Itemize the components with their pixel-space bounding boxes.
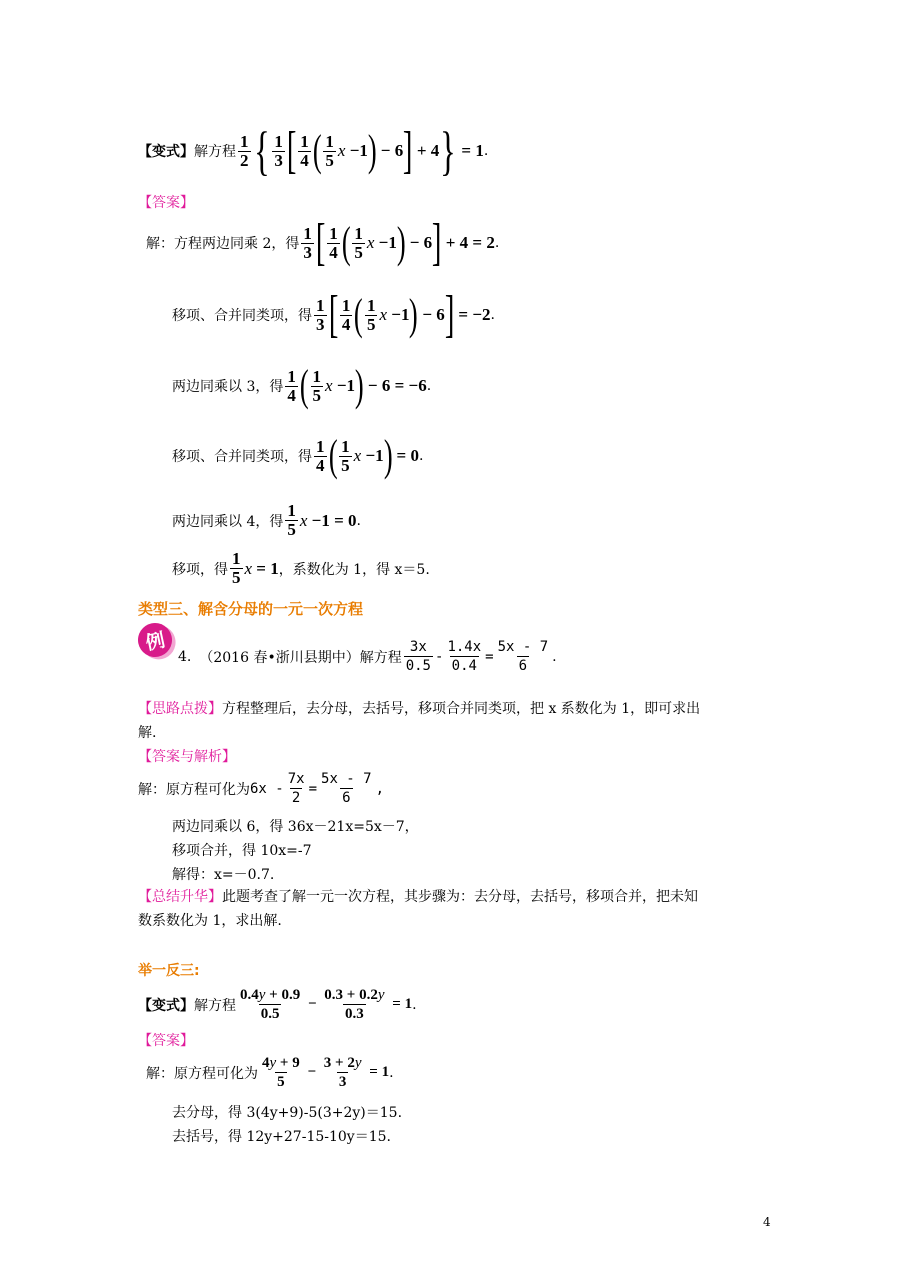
summary-text-cont: 数系数化为 1，求出解. <box>138 913 282 929</box>
example-sol2: 两边同乘以 6，得 36x－21x=5x－7， <box>172 819 419 835</box>
step3-equation: 1 4 ( 1 5 x −1 ) − 6 = −6 <box>287 361 427 410</box>
step1-equation: 1 3 [ 1 4 ( 1 5 x −1 ) − 6 ] + 4 = 2 <box>303 214 495 271</box>
example-summary: 【总结升华】 此题考查了解一元一次方程，其步骤为：去分母，去括号，移项合并，把未知 <box>138 886 698 906</box>
example-sol3: 移项合并，得 10x=-7 <box>172 843 312 859</box>
example-problem: 4. （2016 春•浙川县期中）解方程 3x 0.5 - 1.4x 0.4 = 5x - 7 6 . <box>178 639 557 674</box>
example-answer-tag: 【答案与解析】 <box>138 749 236 765</box>
example-number: 4. <box>178 648 192 665</box>
variant1-answer-tag: 【答案】 <box>138 195 194 211</box>
practice-sol3: 去括号，得 12y+27-15-10y＝15. <box>172 1129 391 1145</box>
practice-tag: 【变式】 <box>138 997 194 1014</box>
practice-sol2: 去分母，得 3(4y+9)-5(3+2y)＝15. <box>172 1105 403 1121</box>
example-source: （2016 春•浙川县期中）解方程 <box>199 649 402 666</box>
practice-problem: 【变式】 解方程 0.4y + 0.9 0.5 − 0.3 + 0.2y 0.3 = 1 . <box>138 987 417 1022</box>
hint-text-cont: 解. <box>138 725 157 741</box>
variant1-step6: 移项，得 1 5 x = 1 ，系数化为 1，得 x＝5. <box>172 549 430 587</box>
example-sol1: 解：原方程可化为 6x - 7x 2 = 5x - 7 6 , <box>138 771 385 806</box>
example-hint: 【思路点拨】 方程整理后，去分母，去括号，移项合并同类项，把 x 系数化为 1，即可求出 <box>138 698 700 718</box>
practice-equation: 0.4y + 0.9 0.5 − 0.3 + 0.2y 0.3 = 1 <box>240 987 413 1022</box>
variant1-step1: 解：方程两边同乘 2，得 1 3 [ 1 4 ( 1 5 x −1 ) − 6 ] + 4 = 2 . <box>146 214 500 271</box>
step4-equation: 1 4 ( 1 5 x −1 ) = 0 <box>316 431 419 480</box>
variant1-lead: 解方程 <box>194 144 236 160</box>
example-sol1-equation: 6x - 7x 2 = 5x - 7 6 , <box>250 771 385 806</box>
step6-equation: 1 5 x = 1 <box>232 549 279 587</box>
hint-tag: 【思路点拨】 <box>138 701 222 717</box>
variant1-step3: 两边同乘以 3，得 1 4 ( 1 5 x −1 ) − 6 = −6 . <box>172 361 432 410</box>
practice-answer-tag: 【答案】 <box>138 1033 194 1049</box>
practice-sol1: 解：原方程可化为 4y + 9 5 − 3 + 2y 3 = 1 . <box>146 1055 394 1090</box>
example-equation: 3x 0.5 - 1.4x 0.4 = 5x - 7 6 <box>405 639 549 674</box>
summary-tag: 【总结升华】 <box>138 889 222 905</box>
section-title: 类型三、解含分母的一元一次方程 <box>138 600 364 618</box>
practice-sol1-equation: 4y + 9 5 − 3 + 2y 3 = 1 <box>262 1055 390 1090</box>
variant1-equation: 1 2 { 1 3 [ 1 4 ( 1 5 x −1 ) − 6 ] + 4 } = 1 <box>240 121 484 181</box>
page-number: 4 <box>763 1215 771 1229</box>
practice-title: 举一反三: <box>138 963 200 979</box>
variant1-step4: 移项、合并同类项，得 1 4 ( 1 5 x −1 ) = 0 . <box>172 431 424 480</box>
variant1-tag: 【变式】 <box>138 144 194 160</box>
step5-equation: 1 5 x −1 = 0 <box>287 501 357 539</box>
variant1-step5: 两边同乘以 4，得 1 5 x −1 = 0 . <box>172 501 361 539</box>
example-badge: 例 <box>135 620 175 660</box>
step2-equation: 1 3 [ 1 4 ( 1 5 x −1 ) − 6 ] = −2 <box>316 286 491 343</box>
example-sol4: 解得：x=－0.7. <box>172 867 275 883</box>
variant1-step2: 移项、合并同类项，得 1 3 [ 1 4 ( 1 5 x −1 ) − 6 ] = −2 . <box>172 286 495 343</box>
variant1-problem: 【变式】 解方程 1 2 { 1 3 [ 1 4 ( 1 5 x −1 ) − 6 ] + 4 } = 1 . <box>138 121 489 181</box>
